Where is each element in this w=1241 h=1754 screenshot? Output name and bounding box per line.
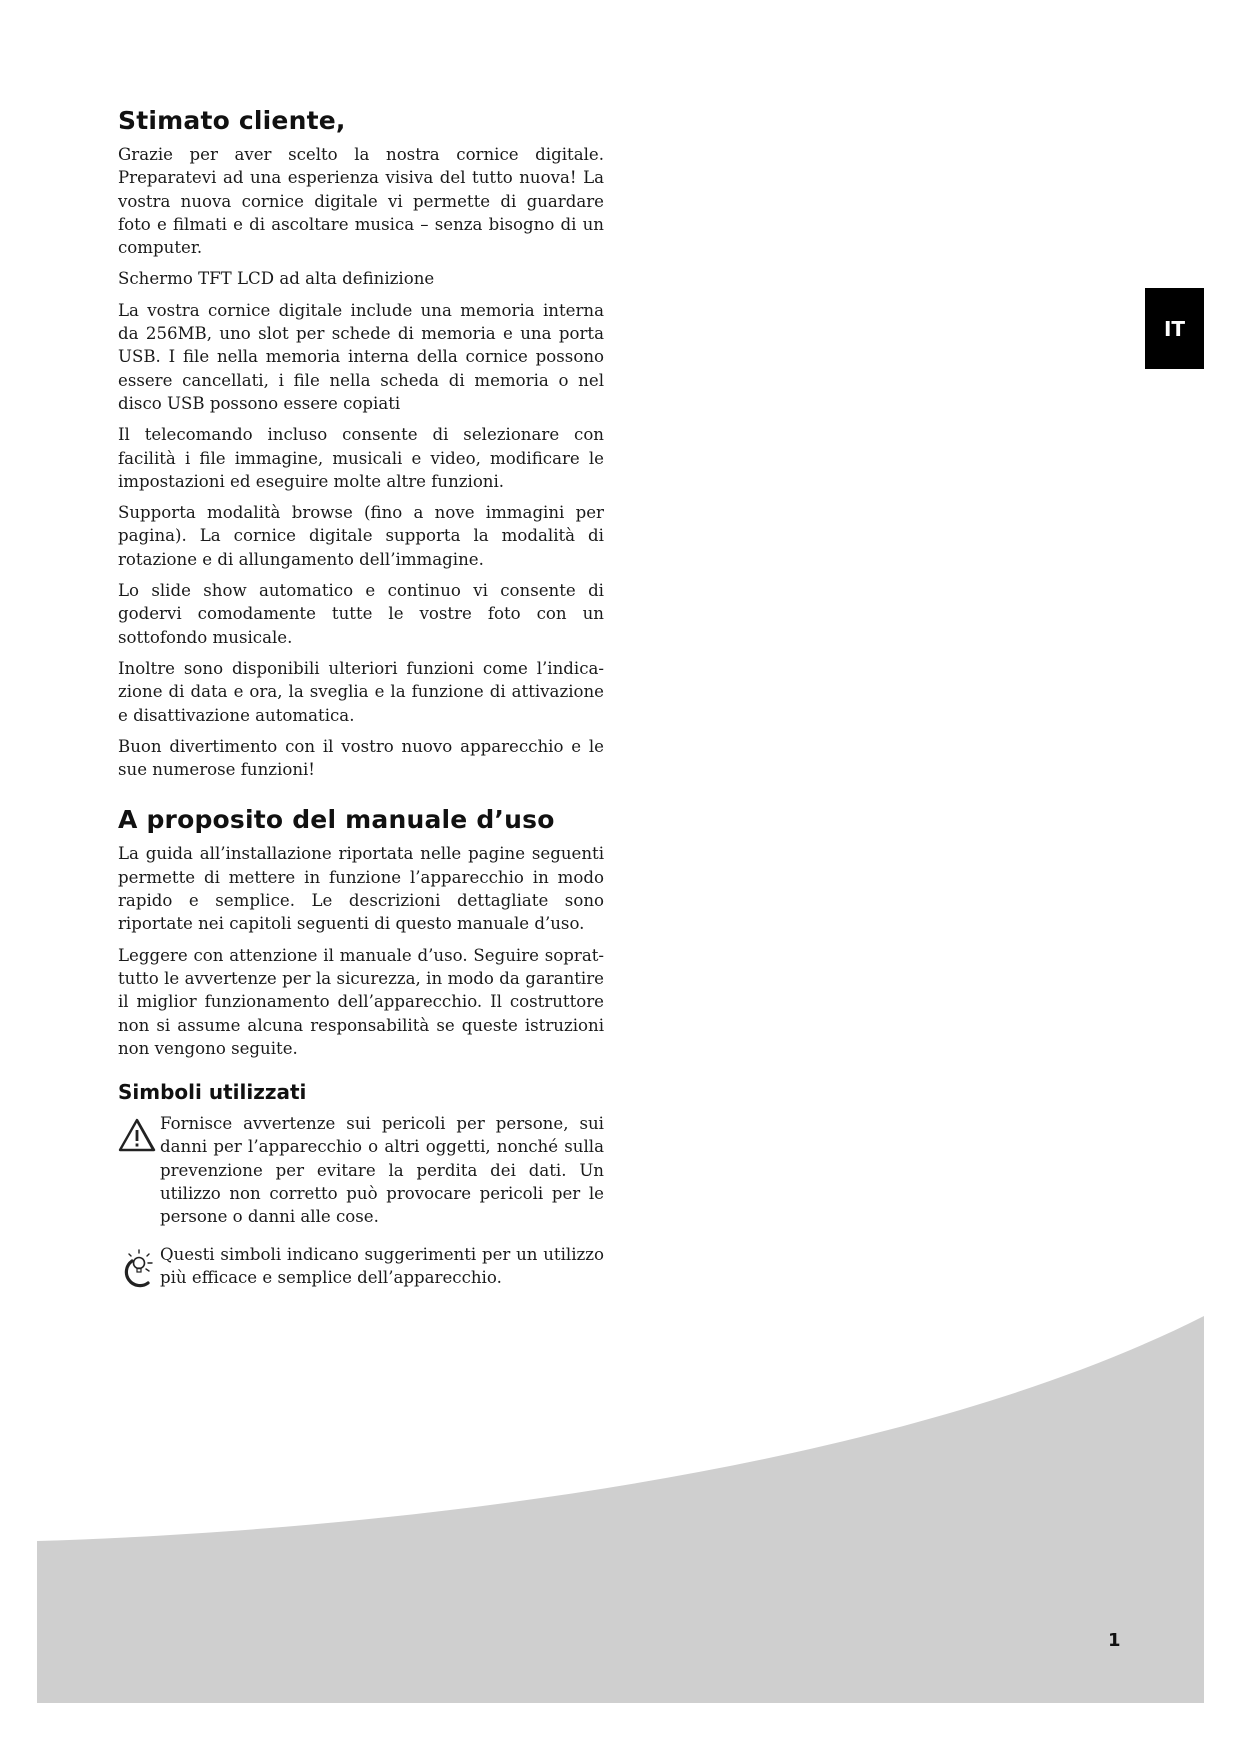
paragraph: Leggere con attenzione il manuale d’uso. Seguire soprattutto le avvertenze per la sicurezza, in modo da garantire il miglior funzionamento dell’apparecchio. Il costruttore non si assume alcuna responsabilità se queste istruzioni non vengono seguite. [118,945,604,1058]
tip-symbol-row [118,1243,604,1293]
paragraph: Inoltre sono disponibili ulteriori funzioni come l’indicazione di data e ora, la sveglia e la funzione di attivazione e disattivazione automatica. [118,658,604,725]
paragraph: Supporta modalità browse (fino a nove immagini per pagina). La cornice digitale supporta la modalità di rotazione e di allungamento dell’immagine. [118,503,604,569]
heading-manuale: A proposito del manuale d’uso [118,805,555,835]
paragraph: Schermo TFT LCD ad alta definizione [118,269,435,289]
paragraph: La guida all’installazione riportata nelle pagine seguenti permette di mettere in funzione l’apparecchio in modo rapido e semplice. Le descrizioni dettagliate sono riportate nei capitoli seguenti di questo manuale d’uso. [118,844,604,934]
main-column [118,106,604,1307]
heading-stimato-cliente: Stimato cliente, [118,106,346,135]
tip-lightbulb-icon [118,1243,160,1293]
warning-symbol-row [118,1112,604,1228]
warning-triangle-icon [118,1112,160,1156]
page-number: 1 [1108,1630,1121,1651]
paragraph: Lo slide show automatico e continuo vi consente di godervi comodamente tutte le vostre foto con un sottofondo musicale. [118,581,604,647]
language-tab: IT [1145,288,1204,369]
paragraph: Il telecomando incluso consente di selezionare con facilità i file immagine, musicali e video, modificare le impostazioni ed eseguire molte altre funzioni. [118,425,604,491]
paragraph: Grazie per aver scelto la nostra cornice digitale. Preparatevi ad una esperienza visiva del tutto nuova! La vostra nuova cornice digitale vi permette di guardare foto e filmati e di ascoltare musica – senza bisogno di un computer. [118,145,604,258]
warning-text: Fornisce avvertenze sui pericoli per persone, sui danni per l’apparecchio o altri oggetti, nonché sulla prevenzione per evitare la perdita dei dati. Un utilizzo non corretto può provocare pericoli per le persone o danni alle cose. [160,1114,604,1227]
paragraph: La vostra cornice digitale include una memoria interna da 256MB, uno slot per schede di memoria e una porta USB. I file nella memoria interna della cornice possono essere cancellati, i file nella scheda di memoria o nel disco USB possono essere copiati [118,300,604,413]
heading-simboli: Simboli utilizzati [118,1080,307,1105]
paragraph: Buon divertimento con il vostro nuovo apparecchio e le sue numerose funzioni! [118,736,604,780]
tip-text: Questi simboli indicano suggerimenti per un utilizzo più efficace e semplice dell’apparecchio. [160,1244,604,1287]
